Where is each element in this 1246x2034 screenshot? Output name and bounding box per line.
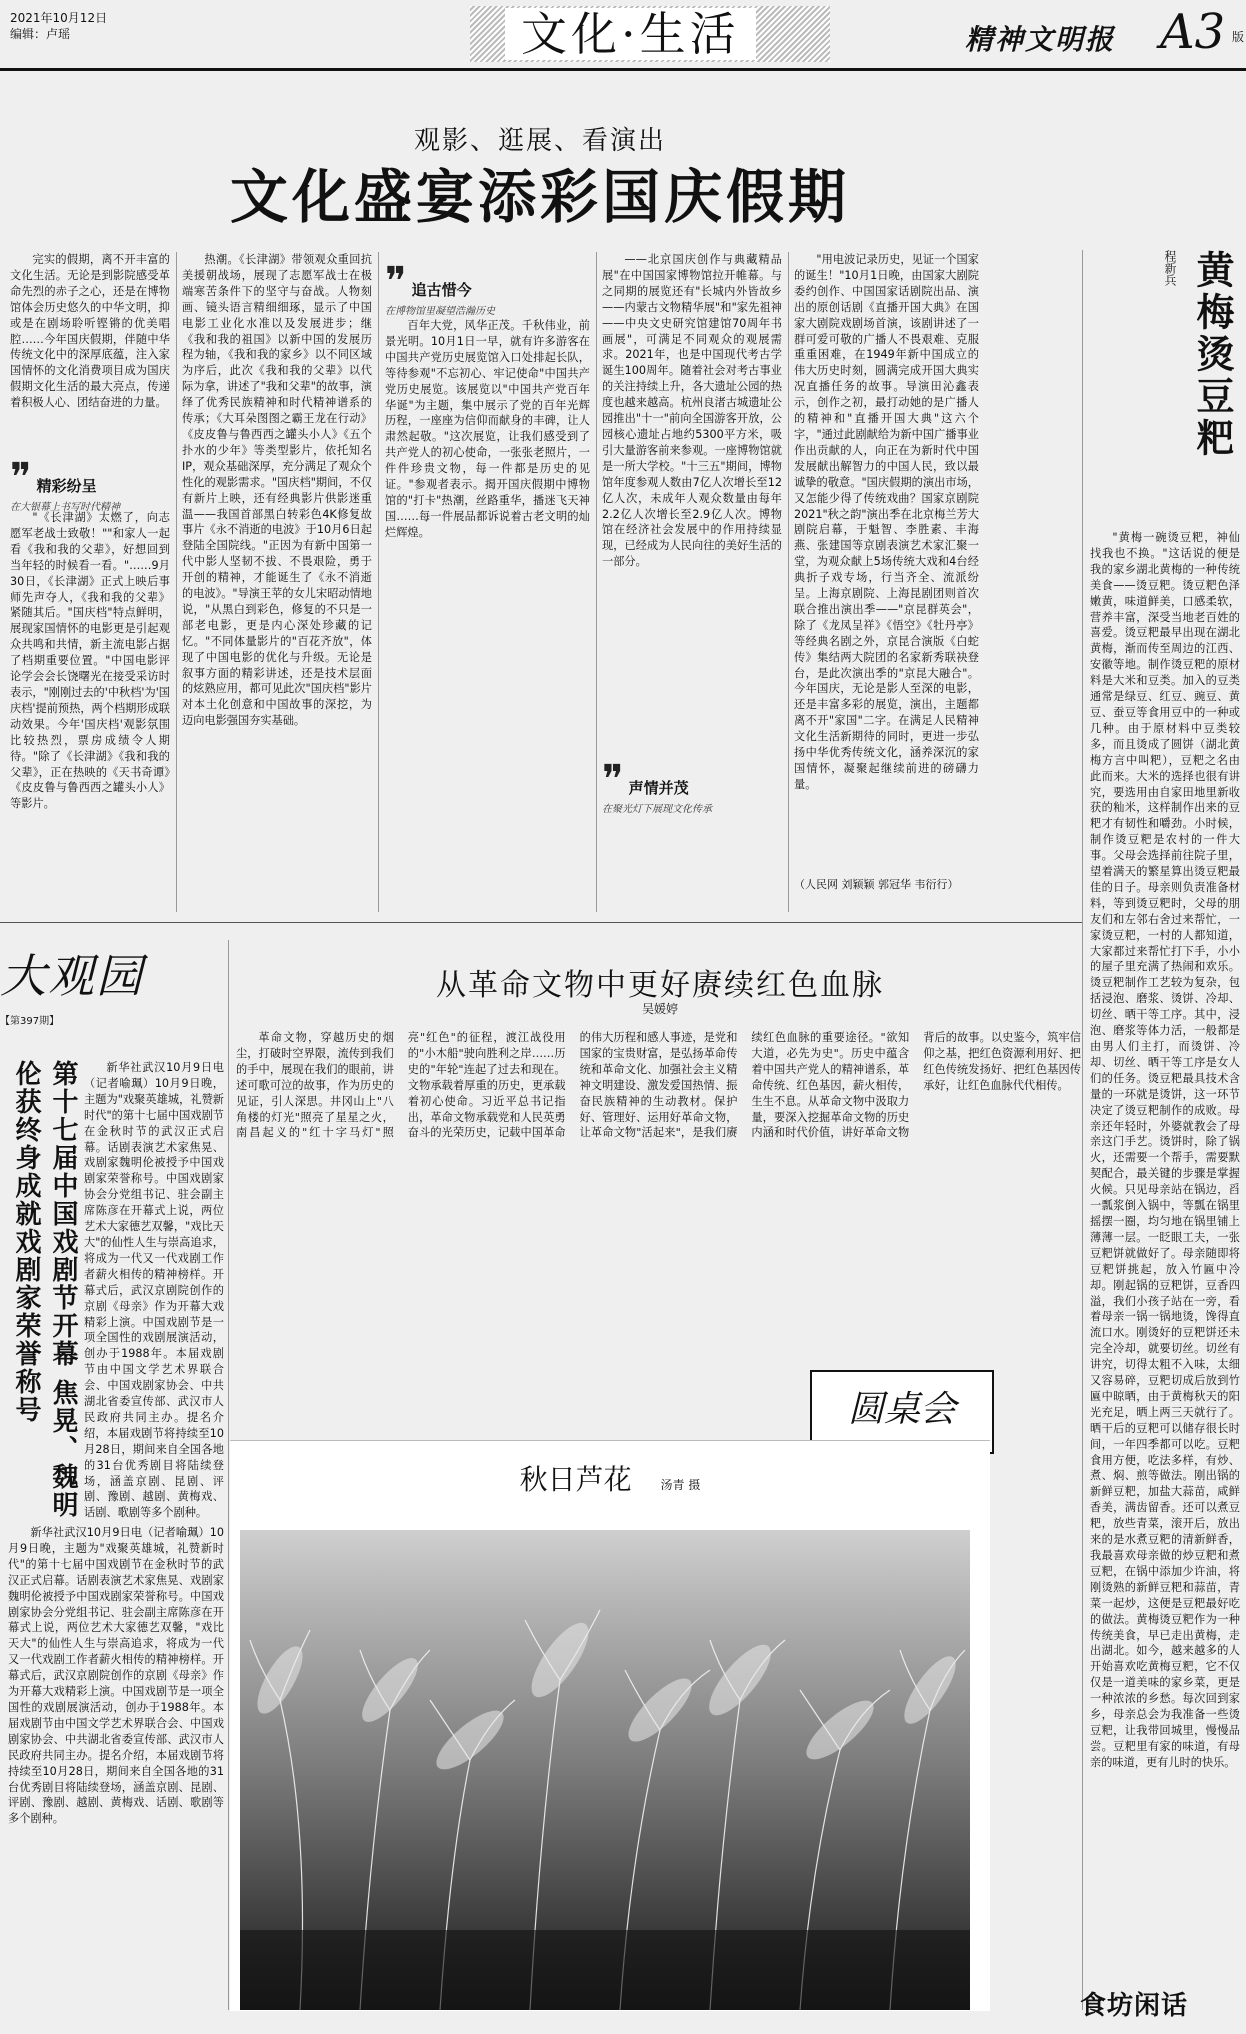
lead-intro xyxy=(10,252,170,462)
lead-col5 xyxy=(794,252,979,872)
news-body-text: 新华社武汉10月9日电（记者喻珮）10月9日晚，主题为"戏聚英雄城，礼赞新时代"的第十七届中国戏剧节在金秋时节的武汉正式启幕。话剧表演艺术家焦晃、戏剧家魏明伦被授予中国戏剧家荣誉称号。中国戏剧家协会分党组书记、驻会副主席陈彦在开幕式上说，两位艺术大家德艺双馨，"戏比天大"的仙性人生与崇高追求，将成为一代又一代戏剧工作者薪火相传的精神榜样。开幕式后，武汉京剧院创作的京剧《母亲》作为开幕大戏精彩上演。中国戏剧节是一项全国性的戏剧展演活动，创办于1988年。本届戏剧节由中国文学艺术界联合会、中国戏剧家协会、中共湖北省委宣传部、武汉市人民政府共同主办。提名介绍，本届戏剧节将持续至10月28日，期间来自全国各地的31台优秀剧目将陆续登场，涵盖京剧、昆剧、评剧、豫剧、越剧、黄梅戏、话剧、歌剧等多个剧种。 xyxy=(84,1061,224,1520)
food-column-author: 程新兵 xyxy=(1163,250,1177,286)
news-body-lower xyxy=(8,1525,224,2005)
lead-sub1-text: "《长津湖》太燃了，向志愿军老战士致敬！""和家人一起看《我和我的父辈》，好想回到当年轻的时候看一看。"……9月30日，《长津湖》正式上映后事师先声夺人，《我和我的父辈》紧随其后。"国庆档"特点鲜明，展现家国情怀的电影更是引起观众共鸣和共情，新主流电影占据了档期重要位置。"中国电影评论学会会长饶曙光在接受采访时表示，"刚刚过去的'中秋档'为'国庆档'提前预热，两个档期形成联动效果。今年'国庆档'观影氛围比较热烈，票房成绩令人期待。"除了《长津湖》《我和我的父辈》，正在热映的《天书奇谭》《皮皮鲁与鲁西西之罐头小人》等影片。 xyxy=(10,511,170,811)
masthead-date-editor xyxy=(10,10,107,42)
lead-col4-text: ——北京国庆创作与典藏精品展"在中国国家博物馆拉开帷幕。与之同期的展览还有"长城内外皆故乡——内蒙古文物精华展"和"家先祖神——中央文史研究馆建馆70周年书画展"，可满足不同观众的观展需求。2021年，也是中国现代考古学诞生100周年。随着社会对考古事业的关注持续上升，各大遗址公园的热度也越来越高。杭州良渚古城遗址公园推出"十一"前向全国游客开放，公园核心遗址占地约5300平方米，吸引大量游客前来参观。一座博物馆就是一所大学校。"十三五"期间，博物馆年度参观人数由7亿人次增长至12亿人次，未成年人观众数量由每年2.2亿人次增长至2.9亿人次。博物馆在经济社会发展中的作用持续显现，已经成为人民向往的美好生活的一部分。 xyxy=(602,253,782,569)
article-author: 吴媛婷 xyxy=(641,1002,678,1016)
lead-col2-text: 热潮。《长津湖》带领观众重回抗美援朝战场，展现了志愿军战士在极端寒苦条件下的坚守与奋战。人物刻画、镜头语言精细细琢，显示了中国电影工业化水准以及发展进步；继《我和我的祖国》以新中国的发展历程为轴，《我和我的家乡》以不同区域为序后，此次《我和我的父辈》以代际为拿，讲述了"我和父辈"的故事，演绎了优秀民族精神和时代精神谱系的传承；《大耳朵图图之霸王龙在行动》《皮皮鲁与鲁西西之罐头小人》《五个扑水的少年》等类型影片，依托知名IP，观众基础深厚，充分满足了观众个性化的观影需求。"国庆档"期间，不仅有新片上映，还有经典影片供影迷重温——我国首部黑白转彩色4K修复故事片《永不消逝的电波》于10月6日起登陆全国院线。"正因为有新中国第一代中影人坚韧不拔、不畏艰险，勇于开创的精神，才能诞生了《永不消逝的电波》。"导演王苹的女儿宋昭动情地说，"从黑白到彩色，修复的不只是一部老电影，更是内心深处珍藏的记忆。"不同体量影片的"百花齐放"，体现了中国电影的优化与升级。无论是叙事方面的精彩讲述，还是技术层面的炫熟应用，都可见此次"国庆档"影片对本土化创意和中国故事的深挖，为迈向电影强国夯实基础。 xyxy=(182,253,372,728)
lead-intro-text: 完实的假期，离不开丰富的文化生活。无论是到影院感受革命先烈的赤子之心，还是在博物馆体会历史悠久的中华文明，抑或是在剧场聆听铿锵的优美唱腔……今年国庆假期，伴随中华传统文化中的深厚底蕴，注入家国情怀的文化消费项目成为国庆假期文化生活的最大亮点，传递着积极人心、团结奋进的力量。 xyxy=(10,253,170,410)
subhead-3-note: 在聚光灯下展现文化传承 xyxy=(602,804,712,815)
news-body-upper xyxy=(84,1060,224,1520)
food-column-body xyxy=(1090,530,1240,1970)
column-rule xyxy=(596,252,597,912)
column-logo: 大观园 xyxy=(0,949,144,1003)
article-body-text: 革命文物，穿越历史的烟尘，打破时空界限，流传到我们的手中，展现在我们的眼前，讲述可歌可泣的故事，作为历史的见证，引人深思。井冈山上"八角楼的灯光"照亮了星星之火，南昌起义的"红十字马灯"照亮"红色"的征程，渡江战役用的"小木船"驶向胜利之岸……历史的"年轮"连起了过去和现在。文物承载着厚重的历史，更承载着初心使命。习近平总书记指出，革命文物承载党和人民英勇奋斗的光荣历史，记载中国革命的伟大历程和感人事迹，是党和国家的宝贵财富，是弘扬革命传统和革命文化、加强社会主义精神文明建设、激发爱国热情、振奋民族精神的生动教材。保护好、管理好、运用好革命文物，让革命文物"活起来"，是我们赓续红色血脉的重要途径。"欲知大道，必先为史"。历史中蕴含着中国共产党人的精神谱系，革命传统、红色基因，薪火相传，生生不息。从革命文物中汲取力量，要深入挖掘革命文物的历史内涵和时代价值，讲好革命文物背后的故事。以史鉴今，筑牢信仰之基，把红色资源利用好、把红色传统发扬好、把红色基因传承好，让红色血脉代代相传。 xyxy=(236,1031,1081,1140)
news-body-text-cont: 新华社武汉10月9日电（记者喻珮）10月9日晚，主题为"戏聚英雄城，礼赞新时代"的第十七届中国戏剧节在金秋时节的武汉正式启幕。话剧表演艺术家焦晃、戏剧家魏明伦被授予中国戏剧家荣誉称号。中国戏剧家协会分党组书记、驻会副主席陈彦在开幕式上说，两位艺术大家德艺双馨，"戏比天大"的仙性人生与崇高追求，将成为一代又一代戏剧工作者薪火相传的精神榜样。开幕式后，武汉京剧院创作的京剧《母亲》作为开幕大戏精彩上演。中国戏剧节是一项全国性的戏剧展演活动，创办于1988年。本届戏剧节由中国文学艺术界联合会、中国戏剧家协会、中共湖北省委宣传部、武汉市人民政府共同主办。提名介绍，本届戏剧节将持续至10月28日，期间来自全国各地的31台优秀剧目将陆续登场，涵盖京剧、昆剧、评剧、豫剧、越剧、黄梅戏、话剧、歌剧等多个剧种。 xyxy=(8,1526,224,1826)
issue-date: 2021年10月12日 xyxy=(10,11,108,25)
round-table-text: 圆桌会 xyxy=(847,1389,956,1430)
subhead-1 xyxy=(10,455,170,513)
food-column-text: "黄梅一碗烫豆粑，神仙找我也不换。"这话说的便是我的家乡湖北黄梅的一种传统美食——烫豆粑。烫豆粑色泽嫩黄，味道鲜美，口感柔软，营养丰富，深受当地老百姓的喜爱。烫豆粑最早出现在湖北黄梅，渐而传至周边的江西、安徽等地。制作烫豆粑的原材料是大米和豆类。加入的豆类通常是绿豆、红豆、豌豆、黄豆、蚕豆等食用豆中的一种或几种。由于原材料中豆类较多，而且烫成了圆饼（湖北黄梅方言中叫粑），豆粑之名由此而来。大米的选择也很有讲究，要选用由自家田地里新收获的籼米，这样制作出来的豆粑才有韧性和嚼劲。小时候，制作烫豆粑是农村的一件大事。父母会选择前往院子里，望着满天的繁星算出烫豆粑最佳的日子。母亲则负责准备材料，等到烫豆粑时，父母的朋友们和左邻右舍过来帮忙，一家烫豆粑，一村的人都知道，大家都过来帮忙打下手，小小的屋子里充满了热闹和欢乐。烫豆粑制作工艺较为复杂，包括浸泡、磨浆、烫饼、冷却、切丝、晒干等工序。其中，浸泡、磨浆等体力活，一般都是由男人们主打，而烫饼、冷却、切丝、晒干等工序是女人们的任务。烫豆粑最具技术含量的一环就是烫饼，这一环节决定了烫豆粑制作的成败。母亲还年轻时，外婆就教会了母亲这门手艺。烫饼时，除了锅火，还需要一个帮手，需要默契配合，最关键的步骤是掌握火候。只见母亲站在锅边，舀一瓢浆倒入锅中，等瓢在锅里摇摆一圈，均匀地在锅里铺上薄薄一层。一眨眼工夫，一张豆粑饼就做好了。母亲随即将豆粑饼挑起，放入竹匾中冷却。刚起锅的豆粑饼，豆香四溢，我们小孩子站在一旁，看着母亲一锅一锅地烫，馋得直流口水。刚烫好的豆粑饼还未完全冷却，就要切丝。切丝有讲究，切得太粗不入味，太细又容易碎，豆粑切成后放到竹匾中晾晒，由于黄梅秋天的阳光充足，晒上两三天就行了。晒干后的豆粑可以储存很长时间，一年四季都可以吃。豆粑食用方便，吃法多样，有炒、煮、焖、煎等做法。刚出锅的新鲜豆粑，加盐大蒜苗，咸鲜香美，满齿留香。还可以煮豆粑，放些青菜，滚开后，放出来的是水煮豆粑的清新鲜香，我最喜欢母亲做的炒豆粑和煮豆粑，在锅中添加少许油，将刚烫熟的新鲜豆粑和蒜苗，青菜一起炒，这便是豆粑最好吃的做法。黄梅烫豆粑作为一种传统美食，早已走出黄梅，走出湖北。如今，越来越多的人开始喜欢吃黄梅豆粑，它不仅仅是一道美味的家乡菜，更是一种浓浓的乡愁。每次回到家乡，母亲总会为我准备一些烫豆粑，让我带回城里，慢慢品尝。豆粑里有家的味道，有母亲的味道，更有儿时的快乐。 xyxy=(1090,531,1240,1769)
lead-headline: 文化盛宴添彩国庆假期 xyxy=(229,163,850,231)
lead-sub1-body xyxy=(10,510,170,910)
subhead-2-title: 追古惜今 xyxy=(411,281,472,299)
subhead-3 xyxy=(602,757,782,815)
lead-col4 xyxy=(602,252,782,752)
section-divider xyxy=(0,922,1082,923)
reed-flowers-illustration xyxy=(240,1530,970,2010)
subhead-1-title: 精彩纷呈 xyxy=(36,477,97,495)
subhead-2 xyxy=(385,259,590,317)
reed-flowers-photo xyxy=(240,1530,970,2010)
lead-col3 xyxy=(385,318,590,912)
quote-mark-icon: ❞ xyxy=(602,757,624,803)
photo-title: 秋日芦花 xyxy=(519,1463,632,1496)
column-rule xyxy=(1082,250,1083,2010)
lead-col5-text: "用电波记录历史，见证一个国家的诞生！"10月1日晚，由国家大剧院委约创作、中国国家话剧院出品、演出的原创话剧《直播开国大典》在国家大剧院戏剧场首演，该剧讲述了一群可爱可敬的广播人不畏艰难、克服重重困难，在1949年新中国成立的伟大历史时刻，圆满完成开国大典实况直播任务的故事。导演田沁鑫表示，创作之初，最打动她的是广播人的精神和"直播开国大典"这六个字，"通过此剧献给为新中国广播事业作出贡献的人，向正在为新时代中国发展献出解智力的中国人民，致以最诚挚的敬意。"国庆假期的演出市场，又怎能少得了传统戏曲？国家京剧院2021"秋之韵"演出季在北京梅兰芳大剧院启幕，于魁智、李胜素、丰海燕、张建国等京剧表演艺术家汇聚一堂，为观众献上5场传统大戏和4台经典折子戏专场，行当齐全、流派纷呈。上海京剧院、上海昆剧团则首次联合推出演出季——"京昆群英会"，除了《龙凤呈祥》《悟空》《牡丹亭》等经典名剧之外，京昆合演版《白蛇传》集结两大院团的名家新秀联袂登台，是此次演出季的"京昆大融合"。今年国庆，无论是影人至深的电影，还是丰富多彩的展览，演出，主题都离不开"家国"二字。在满足人民精神文化生活新期待的同时，更进一步弘扬中华优秀传统文化，涵养深沉的家国情怀，凝聚起继续前进的磅礴力量。 xyxy=(794,253,979,791)
food-column-tag: 食坊闲话 xyxy=(1080,1991,1189,2021)
food-column xyxy=(1090,250,1240,520)
lead-kicker: 观影、逛展、看演出 xyxy=(413,126,666,156)
lead-col3-text: 百年大党，风华正茂。千秋伟业，前景光明。10月1日一早，就有许多游客在中国共产党历史展览馆入口处排起长队，等待参观"不忘初心、牢记使命"中国共产党历史展览。该展览以"中国共产党百年华诞"为主题，集中展示了党的百年光辉历程，一座座为信仰而献身的丰碑，让人肃然起敬。"这次展览，让我们感受到了共产党人的初心使命，一张张老照片，一件件珍贵文物，每一件都是历史的见证。"参观者表示。揭开国庆假期中博物馆的"打卡"热潮，丝路重华，播迷飞天神国……每一件展品都诉说着古老文明的灿烂辉煌。 xyxy=(385,319,590,539)
column-rule xyxy=(378,252,379,912)
lead-col2 xyxy=(182,252,372,912)
subhead-2-note: 在博物馆里凝望浩瀚历史 xyxy=(385,306,495,317)
editor-line: 编辑：卢瑶 xyxy=(10,27,71,42)
masthead-divider xyxy=(0,68,1246,71)
column-rule xyxy=(176,252,177,912)
news-headline: 第十七届中国戏剧节开幕 焦晃、魏明伦获终身成就戏剧家荣誉称号 xyxy=(11,1060,78,1520)
subhead-1-note: 在大银幕上书写时代精神 xyxy=(10,502,120,513)
page-suffix: 版 xyxy=(1232,30,1245,44)
food-column-title: 黄梅烫豆粑 xyxy=(1190,250,1234,460)
quote-mark-icon: ❞ xyxy=(385,259,407,305)
article-title: 从革命文物中更好赓续红色血脉 xyxy=(436,968,884,1003)
column-issue: 【第397期】 xyxy=(0,1016,60,1027)
newspaper-logo: 精神文明报 xyxy=(965,23,1116,56)
column-rule xyxy=(228,940,229,2010)
photo-credit: 汤青 摄 xyxy=(660,1478,701,1492)
page-number: A3 xyxy=(1160,4,1226,60)
food-column-title-block xyxy=(1090,250,1240,520)
article-body xyxy=(236,1030,1081,1360)
column-logo-block xyxy=(0,940,220,1040)
photo-title-block xyxy=(400,1458,820,1498)
section-title: 文化·生活 xyxy=(505,8,756,60)
column-rule xyxy=(788,252,789,912)
subhead-3-title: 声情并茂 xyxy=(628,779,689,797)
lead-credit: （人民网 刘颖颖 郭冠华 韦衍行） xyxy=(794,878,959,891)
quote-mark-icon: ❞ xyxy=(10,455,32,501)
